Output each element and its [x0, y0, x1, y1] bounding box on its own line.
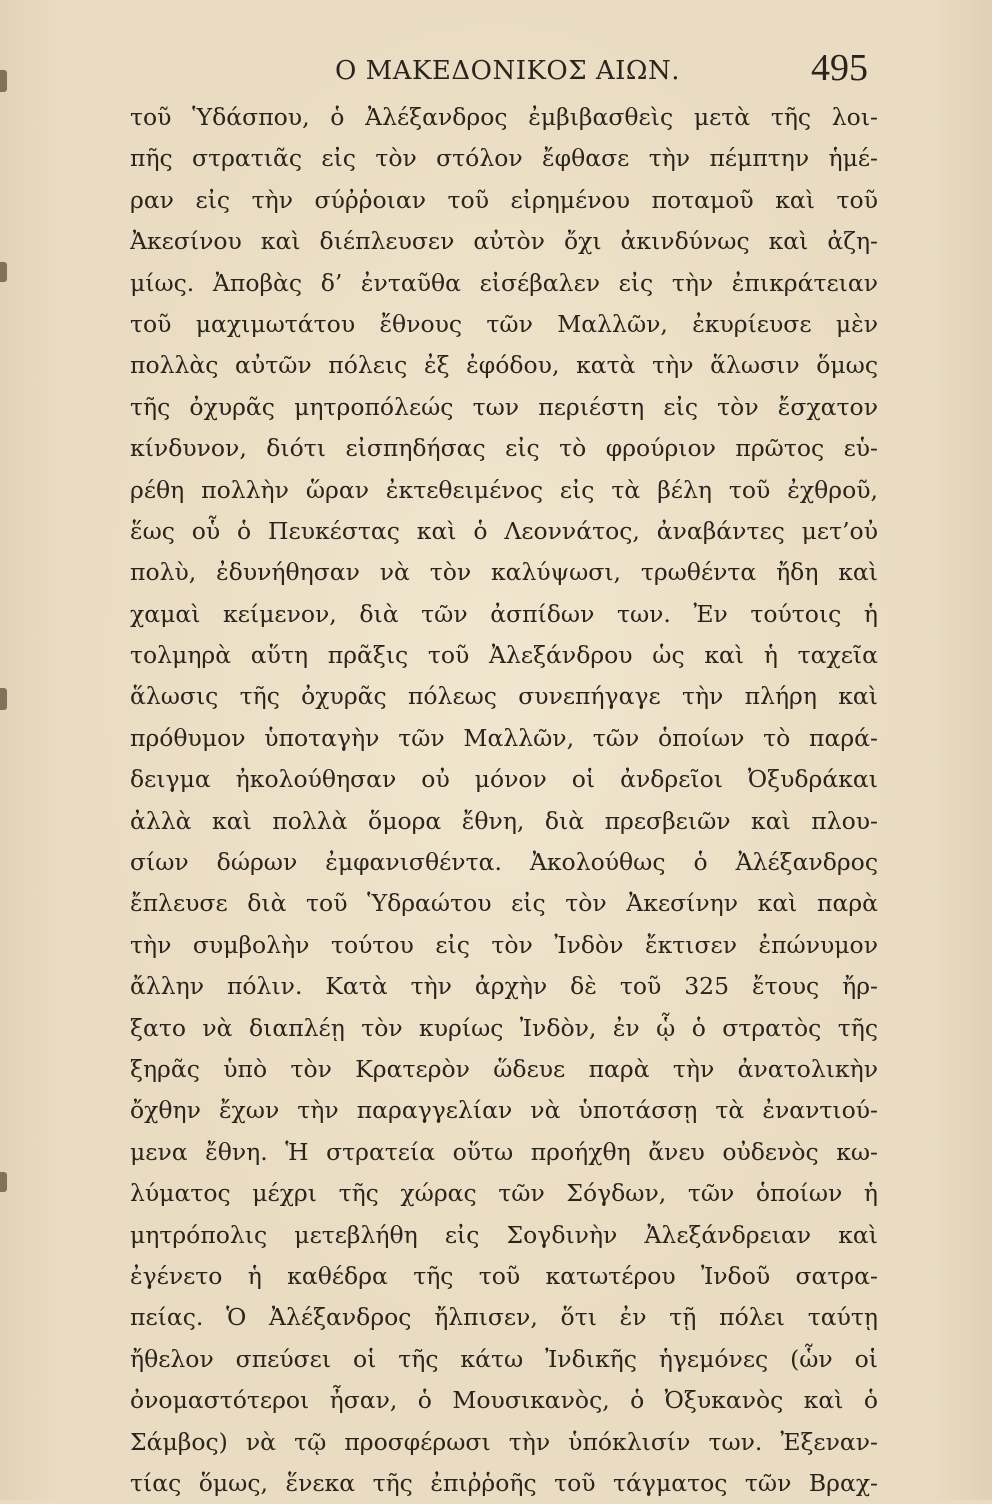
text-line: τοῦ Ὑδάσπου, ὁ Ἀλέξανδρος ἐμβιβασθεὶς μετὰ τῆς λοι- [130, 103, 878, 131]
text-line: πείας. Ὁ Ἀλέξανδρος ἤλπισεν, ὅτι ἐν τῇ πόλει ταύτῃ [130, 1303, 878, 1332]
page-edge-mark [0, 70, 7, 92]
text-line: ἄλλην πόλιν. Κατὰ τὴν ἀρχὴν δὲ τοῦ 325 ἔτους ἤρ- [130, 972, 878, 1001]
text-line: ρέθη πολλὴν ὥραν ἐκτεθειμένος εἰς τὰ βέλη τοῦ ἐχθροῦ, [130, 475, 878, 504]
text-line: πρόθυμον ὑποταγὴν τῶν Μαλλῶν, τῶν ὁποίων τὸ παρά- [130, 723, 878, 752]
text-line: ἕως οὗ ὁ Πευκέστας καὶ ὁ Λεοννάτος, ἀναβάντες μετ’οὐ [130, 516, 878, 545]
running-title: Ο ΜΑΚΕΔΟΝΙΚΟΣ ΑΙΩΝ. [335, 56, 680, 86]
text-line: τίας ὅμως, ἕνεκα τῆς ἐπιῤῥοῆς τοῦ τάγματος τῶν Βραχ- [130, 1468, 878, 1497]
text-line: ἔπλευσε διὰ τοῦ Ὑδραώτου εἰς τὸν Ἀκεσίνην καὶ παρὰ [130, 889, 878, 918]
text-line: Σάμβος) νὰ τῷ προσφέρωσι τὴν ὑπόκλισίν των. Ἐξεναν- [130, 1427, 878, 1456]
text-line: κίνδυνον, διότι εἰσπηδήσας εἰς τὸ φρούριον πρῶτος εὑ- [130, 434, 878, 463]
text-line: χαμαὶ κείμενον, διὰ τῶν ἀσπίδων των. Ἐν τούτοις ἡ [130, 599, 878, 628]
page-number: 495 [811, 47, 868, 89]
text-line: τὴν συμβολὴν τούτου εἰς τὸν Ἰνδὸν ἔκτισεν ἐπώνυμον [130, 930, 878, 959]
text-line: λύματος μέχρι τῆς χώρας τῶν Σόγδων, τῶν ὁποίων ἡ [130, 1179, 878, 1208]
page-edge-mark [0, 688, 7, 710]
text-line: μητρόπολις μετεβλήθη εἰς Σογδινὴν Ἀλεξάνδρειαν καὶ [130, 1220, 878, 1249]
text-line: τῆς ὀχυρᾶς μητροπόλεώς των περιέστη εἰς τὸν ἔσχατον [130, 392, 878, 421]
text-line: μίως. Ἀποβὰς δ’ ἐνταῦθα εἰσέβαλεν εἰς τὴν ἐπικράτειαν [130, 268, 878, 297]
text-line: δειγμα ἠκολούθησαν οὐ μόνον οἱ ἀνδρεῖοι Ὀξυδράκαι [130, 765, 878, 794]
text-line: ὀνομαστότεροι ἦσαν, ὁ Μουσικανὸς, ὁ Ὀξυκανὸς καὶ ὁ [130, 1386, 878, 1415]
text-line: πολλὰς αὐτῶν πόλεις ἐξ ἐφόδου, κατὰ τὴν ἅλωσιν ὅμως [130, 351, 878, 380]
page-header [130, 46, 870, 96]
text-line: πῆς στρατιᾶς εἰς τὸν στόλον ἔφθασε τὴν πέμπτην ἡμέ- [130, 144, 878, 173]
text-line: Ἀκεσίνου καὶ διέπλευσεν αὐτὸν ὄχι ἀκινδύνως καὶ ἀζη- [130, 227, 878, 256]
text-line: ἅλωσις τῆς ὀχυρᾶς πόλεως συνεπήγαγε τὴν πλήρη καὶ [130, 682, 878, 711]
text-line: ἐγένετο ἡ καθέδρα τῆς τοῦ κατωτέρου Ἰνδοῦ σατρα- [130, 1261, 878, 1290]
text-line: μενα ἔθνη. Ἡ στρατεία οὕτω προήχθη ἄνευ οὐδενὸς κω- [130, 1137, 878, 1166]
text-line: ξηρᾶς ὑπὸ τὸν Κρατερὸν ὥδευε παρὰ τὴν ἀνατολικὴν [130, 1054, 878, 1083]
text-line: ὄχθην ἔχων τὴν παραγγελίαν νὰ ὑποτάσσῃ τὰ ἐναντιού- [130, 1096, 878, 1125]
text-line: πολὺ, ἐδυνήθησαν νὰ τὸν καλύψωσι, τρωθέντα ἤδη καὶ [130, 558, 878, 587]
text-line: ἤθελον σπεύσει οἱ τῆς κάτω Ἰνδικῆς ἡγεμόνες (ὧν οἱ [130, 1344, 878, 1373]
text-line: ραν εἰς τὴν σύῤῥοιαν τοῦ εἰρημένου ποταμοῦ καὶ τοῦ [130, 185, 878, 214]
text-line: τολμηρὰ αὕτη πρᾶξις τοῦ Ἀλεξάνδρου ὡς καὶ ἡ ταχεῖα [130, 641, 878, 670]
text-line: σίων δώρων ἐμφανισθέντα. Ἀκολούθως ὁ Ἀλέξανδρος [130, 848, 878, 877]
text-line: ἀλλὰ καὶ πολλὰ ὅμορα ἔθνη, διὰ πρεσβειῶν καὶ πλου- [130, 806, 878, 835]
page-edge-mark [0, 1172, 7, 1192]
page-edge-mark [0, 262, 7, 282]
text-line: ξατο νὰ διαπλέῃ τὸν κυρίως Ἰνδὸν, ἐν ᾧ ὁ στρατὸς τῆς [130, 1013, 878, 1042]
text-line: τοῦ μαχιμωτάτου ἔθνους τῶν Μαλλῶν, ἐκυρίευσε μὲν [130, 309, 878, 338]
body-text [130, 97, 878, 1504]
